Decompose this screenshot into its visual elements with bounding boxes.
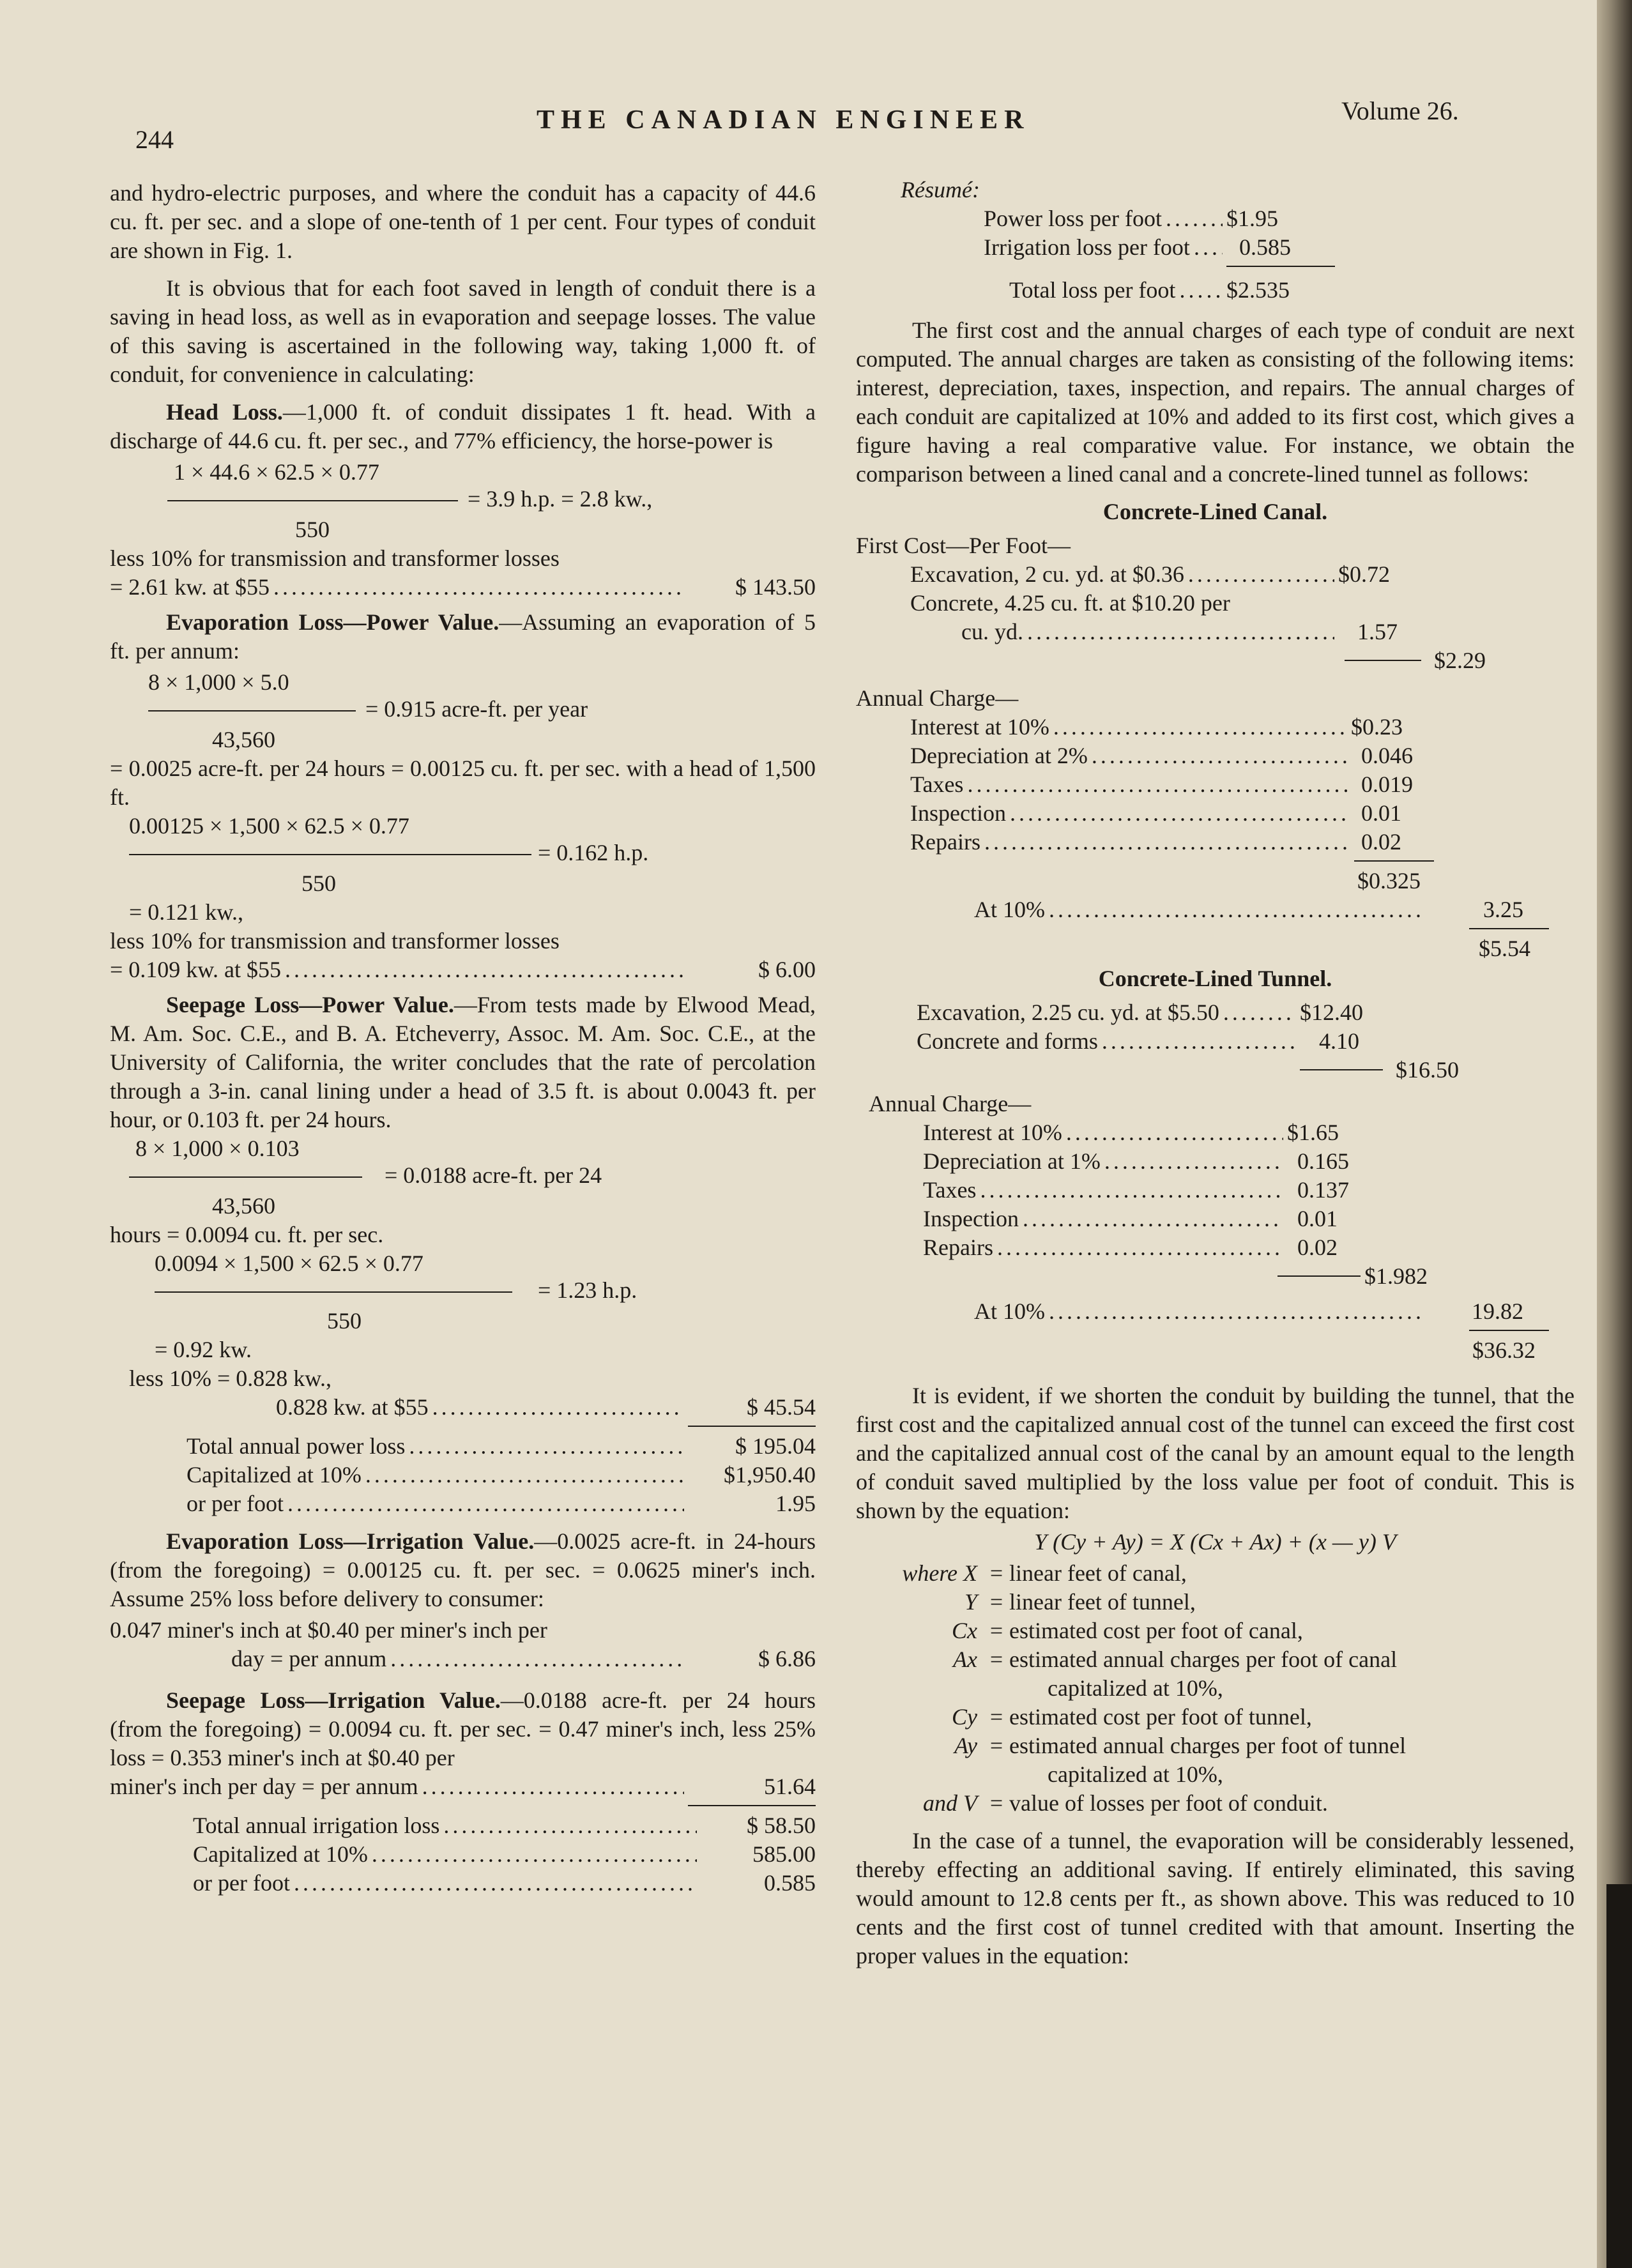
- text-line: less 10% for transmission and transformer losses: [110, 928, 560, 954]
- first-cost-total: $2.29: [1434, 648, 1486, 673]
- leader-dots: [294, 1869, 697, 1898]
- rule: [1469, 928, 1549, 929]
- definition-text: estimated cost per foot of tunnel,: [1009, 1704, 1312, 1730]
- line-label: Power loss per foot: [984, 206, 1162, 231]
- fraction-denominator: 550: [301, 871, 336, 896]
- fraction-result: = 3.9 h.p. = 2.8 kw.,: [468, 486, 653, 512]
- paragraph: It is obvious that for each foot saved in length of conduit there is a saving in head loss, as well as in evaporation and seepage losses. The value of this saving is ascertained in the following way, taking 1,000 ft. of conduit, for convenience in calculating:: [110, 275, 816, 387]
- line-amount: $2.535: [1226, 277, 1290, 303]
- line-label: Total annual irrigation loss: [193, 1813, 440, 1838]
- leader-dots: [1102, 1027, 1296, 1056]
- paragraph-text: —Assuming an evaporation of 5 ft. per annum:: [110, 609, 816, 664]
- fraction-numerator: 1 × 44.6 × 62.5 × 0.77: [174, 459, 379, 485]
- text-line: = 0.92 kw.: [155, 1337, 252, 1362]
- line-label: = 2.61 kw. at $55: [110, 574, 270, 600]
- charge-row: [910, 770, 1434, 799]
- head-loss-paragraph: [110, 398, 816, 455]
- leader-dots: [1049, 895, 1424, 924]
- definition-symbol: where X: [902, 1560, 977, 1586]
- paragraph: It is evident, if we shorten the conduit by building the tunnel, that the first cost and the capitalized annual cost of the tunnel can exceed the first cost and the capitalized annual cost of the canal by an amount equal to the length of conduit saved multiplied by the loss value per foot of conduit. This is shown by the equation:: [856, 1383, 1575, 1523]
- leader-dots: [1166, 204, 1223, 233]
- line-amount: $12.40: [1300, 1000, 1363, 1025]
- line-amount: 51.64: [764, 1774, 816, 1799]
- line-amount: 4.10: [1319, 1028, 1359, 1054]
- definition-symbol: [856, 1674, 984, 1703]
- amount-line: [910, 618, 1434, 646]
- rule: [1277, 1275, 1361, 1277]
- charge-label: Inspection: [923, 1206, 1019, 1231]
- first-cost-total-row: [910, 646, 1575, 675]
- fraction-result: = 0.162 h.p.: [538, 840, 649, 865]
- tunnel-annual-total: $1.982: [1364, 1263, 1428, 1289]
- charge-row: [923, 1147, 1370, 1176]
- definition-text: linear feet of tunnel,: [1009, 1589, 1196, 1615]
- text-line: = 0.121 kw.,: [129, 899, 243, 925]
- leader-dots: [409, 1432, 684, 1461]
- equals-sign: =: [989, 1618, 1003, 1643]
- amount-line: [1009, 276, 1322, 305]
- definition-symbol: Cy: [952, 1704, 977, 1730]
- tunnel-grand-total: $36.32: [1472, 1337, 1536, 1363]
- amount-line: [917, 998, 1396, 1027]
- definition-text: estimated annual charges per foot of canal: [1009, 1647, 1398, 1672]
- binding-shadow: [1606, 1884, 1632, 2268]
- leader-dots: [984, 828, 1347, 856]
- tunnel-annual-charges: [923, 1118, 1370, 1262]
- charge-label: Repairs: [910, 829, 980, 855]
- line-label: At 10%: [974, 1298, 1045, 1324]
- definition-text: value of losses per foot of conduit.: [1009, 1790, 1328, 1816]
- line-label: Total annual power loss: [187, 1433, 406, 1459]
- line-label: or per foot: [193, 1870, 290, 1896]
- paragraph-text: —0.0188 acre-ft. per 24 hours (from the foregoing) = 0.0094 cu. ft. per sec. = 0.47 miner's inch, less 25% loss = 0.353 miner's inch at $0.40 per: [110, 1687, 816, 1770]
- charge-amount: 0.165: [1297, 1148, 1349, 1174]
- equals-sign: =: [989, 1647, 1003, 1672]
- charge-label: Taxes: [910, 772, 964, 797]
- leader-dots: [1066, 1118, 1283, 1147]
- charge-label: Depreciation at 2%: [910, 743, 1088, 768]
- leader-dots: [432, 1393, 684, 1422]
- line-label: Total loss per foot: [1009, 277, 1176, 303]
- line-label: Capitalized at 10%: [193, 1841, 368, 1867]
- line-label: Irrigation loss per foot: [984, 234, 1190, 260]
- canal-grand-total: $5.54: [1479, 936, 1530, 961]
- charge-label: Interest at 10%: [923, 1120, 1062, 1145]
- amount-line: [110, 573, 816, 602]
- volume-label: Volume 26.: [1341, 96, 1459, 125]
- line-amount: 1.57: [1357, 619, 1398, 644]
- fraction-evaporation: [110, 668, 816, 754]
- irrigation-totals: [193, 1811, 816, 1898]
- definition-row: [856, 1617, 1575, 1645]
- leader-dots: [422, 1772, 684, 1801]
- leader-dots: [967, 770, 1347, 799]
- definition-row: [856, 1559, 1575, 1588]
- definition-text: capitalized at 10%,: [1048, 1675, 1223, 1701]
- amount-line: [187, 1461, 816, 1489]
- variable-definitions: [856, 1559, 1575, 1818]
- running-header: [0, 96, 1597, 153]
- equals-sign: =: [989, 1560, 1003, 1586]
- line-amount: 3.25: [1483, 897, 1523, 922]
- definition-row: [856, 1760, 1575, 1789]
- canal-annual-total: $0.325: [1357, 868, 1421, 894]
- canal-heading: Concrete-Lined Canal.: [1102, 499, 1328, 524]
- text-line: 0.047 miner's inch at $0.40 per miner's inch per: [110, 1617, 547, 1643]
- paragraph-text: —From tests made by Elwood Mead, M. Am. Soc. C.E., and B. A. Etcheverry, Assoc. M. Am. Soc. C.E., at the University of California, the writer concludes that the rate of percolation through a 3-in. canal lining under a head of 3.5 ft. is about 0.0043 ft. per hour, or 0.103 ft. per 24 hours.: [110, 992, 816, 1132]
- page-number: 244: [135, 125, 174, 154]
- line-label: day = per annum: [231, 1646, 387, 1671]
- paragraph-text: —1,000 ft. of conduit dissipates 1 ft. head. With a discharge of 44.6 cu. ft. per sec., and 77% efficiency, the horse-power is: [110, 399, 816, 453]
- equals-sign: =: [989, 1589, 1003, 1615]
- definition-symbol: Cx: [952, 1618, 977, 1643]
- rule: [1469, 1330, 1549, 1331]
- amount-line: [187, 1432, 816, 1461]
- fraction-denominator: 550: [327, 1308, 362, 1334]
- fraction-numerator: 8 × 1,000 × 5.0: [148, 669, 289, 695]
- line-amount: $1.95: [1226, 206, 1278, 231]
- leader-dots: [390, 1645, 684, 1673]
- line-amount: $0.72: [1338, 561, 1390, 587]
- leader-dots: [1010, 799, 1347, 828]
- fraction-result: = 0.915 acre-ft. per year: [365, 696, 588, 722]
- amount-line: [110, 955, 816, 984]
- definition-row: [856, 1645, 1575, 1674]
- line-amount: $1,950.40: [724, 1462, 816, 1488]
- charge-row: [923, 1176, 1370, 1205]
- charge-amount: 0.01: [1297, 1206, 1338, 1231]
- fraction-result: = 1.23 h.p.: [538, 1277, 637, 1303]
- tunnel-first-cost-total-row: [917, 1056, 1575, 1085]
- amount-line: [984, 233, 1322, 262]
- line-label: Capitalized at 10%: [187, 1462, 362, 1488]
- leader-dots: [285, 955, 684, 984]
- fraction-bar: [148, 710, 356, 712]
- seepage-irrigation-paragraph: [110, 1686, 816, 1772]
- resume-block: [984, 204, 1322, 305]
- paragraph: The first cost and the annual charges of each type of conduit are next computed. The annual charges are taken as consisting of the following items: interest, depreciation, taxes, inspection, and repairs. The annual charges of each conduit are capitalized at 10% and added to its first cost, which gives a figure having a real comparative value. For instance, we obtain the comparison between a lined canal and a concrete-lined tunnel as follows:: [856, 317, 1575, 487]
- line-amount: $ 143.50: [735, 574, 816, 600]
- resume-title: Résumé:: [901, 177, 980, 202]
- fraction-seepage-power: [110, 1249, 816, 1336]
- line-amount: 0.585: [764, 1870, 816, 1896]
- paragraph-text: —0.0025 acre-ft. in 24-hours (from the foregoing) = 0.00125 cu. ft. per sec. = 0.0625 miner's inch. Assume 25% loss before delivery to consumer:: [110, 1528, 816, 1611]
- leader-dots: [443, 1811, 697, 1840]
- canal-first-cost-label: First Cost—Per Foot—: [856, 533, 1071, 558]
- fraction-denominator: 43,560: [212, 727, 275, 752]
- amount-line: [276, 1393, 816, 1422]
- equals-sign: [984, 1674, 1009, 1703]
- leader-dots: [1223, 998, 1296, 1027]
- leader-dots: [980, 1176, 1283, 1205]
- fraction-denominator: 550: [295, 517, 330, 542]
- definition-text: estimated cost per foot of canal,: [1009, 1618, 1303, 1643]
- fraction-numerator: 0.00125 × 1,500 × 62.5 × 0.77: [129, 813, 409, 839]
- journal-title: THE CANADIAN ENGINEER: [537, 105, 1030, 135]
- amount-line: [984, 204, 1322, 233]
- definition-symbol: Ax: [953, 1647, 977, 1672]
- section-heading: Evaporation Loss—Irrigation Value.: [166, 1528, 535, 1554]
- charge-amount: 0.137: [1297, 1177, 1349, 1203]
- definition-row: [856, 1588, 1575, 1617]
- paragraph: and hydro-electric purposes, and where the conduit has a capacity of 44.6 cu. ft. per sec. and a slope of one-tenth of 1 per cent. Four types of conduit are shown in Fig. 1.: [110, 180, 816, 263]
- fraction-denominator: 43,560: [212, 1193, 275, 1219]
- line-label: Excavation, 2.25 cu. yd. at $5.50: [917, 1000, 1219, 1025]
- leader-dots: [273, 573, 684, 602]
- charge-row: [923, 1233, 1370, 1262]
- paragraph: = 0.0025 acre-ft. per 24 hours = 0.00125 cu. ft. per sec. with a head of 1,500 ft.: [110, 756, 816, 810]
- line-label: = 0.109 kw. at $55: [110, 957, 281, 982]
- line-amount: 19.82: [1472, 1298, 1523, 1324]
- line-label: or per foot: [187, 1491, 284, 1516]
- leader-dots: [1027, 618, 1334, 646]
- section-heading: Seepage Loss—Irrigation Value.: [166, 1687, 501, 1713]
- leader-dots: [1053, 713, 1347, 742]
- section-heading: Head Loss.: [166, 399, 283, 425]
- evaporation-irrigation-paragraph: [110, 1527, 816, 1613]
- leader-dots: [1194, 233, 1223, 262]
- line-label: miner's inch per day = per annum: [110, 1774, 418, 1799]
- definition-text: estimated annual charges per foot of tunnel: [1009, 1733, 1407, 1758]
- section-heading: Seepage Loss—Power Value.: [166, 992, 454, 1017]
- text-line: less 10% = 0.828 kw.,: [129, 1366, 332, 1391]
- equals-sign: [984, 1760, 1009, 1789]
- charge-label: Taxes: [923, 1177, 977, 1203]
- rule: [1345, 660, 1421, 661]
- text-line: hours = 0.0094 cu. ft. per sec.: [110, 1222, 384, 1247]
- charge-row: [923, 1205, 1370, 1233]
- charge-row: [910, 799, 1434, 828]
- definition-symbol: and V: [923, 1790, 977, 1816]
- charge-label: Interest at 10%: [910, 714, 1049, 740]
- tunnel-first-cost-total: $16.50: [1396, 1057, 1459, 1083]
- line-amount: $ 195.04: [735, 1433, 816, 1459]
- line-amount: $ 58.50: [747, 1813, 816, 1838]
- charge-amount: 0.046: [1361, 743, 1413, 768]
- fraction-bar: [167, 500, 458, 501]
- definition-symbol: Y: [964, 1589, 977, 1615]
- charge-amount: 0.01: [1361, 800, 1401, 826]
- line-amount: $ 6.00: [758, 957, 816, 982]
- line-amount: $ 6.86: [758, 1646, 816, 1671]
- definition-text: linear feet of canal,: [1009, 1560, 1187, 1586]
- leader-dots: [1104, 1147, 1283, 1176]
- tunnel-annual-label: Annual Charge—: [869, 1091, 1032, 1116]
- right-column: [856, 176, 1575, 1979]
- line-label: 0.828 kw. at $55: [276, 1394, 429, 1420]
- amount-line: [110, 1772, 816, 1801]
- charge-amount: $0.23: [1351, 714, 1403, 740]
- rule: [688, 1805, 816, 1806]
- definition-row: [856, 1674, 1575, 1703]
- leader-dots: [1049, 1297, 1424, 1326]
- charge-row: [910, 828, 1434, 856]
- fraction-evaporation-power: [110, 812, 816, 898]
- charge-amount: 0.02: [1297, 1235, 1338, 1260]
- charge-row: [910, 742, 1434, 770]
- amount-line: [974, 1297, 1523, 1326]
- fraction-head-loss: [110, 458, 816, 544]
- equals-sign: =: [989, 1733, 1003, 1758]
- leader-dots: [365, 1461, 684, 1489]
- paragraph: In the case of a tunnel, the evaporation will be considerably lessened, thereby effecting an additional saving. If entirely eliminated, this saving would amount to 12.8 cents per ft., as shown above. This was reduced to 10 cents and the first cost of tunnel credited with that amount. Inserting the proper values in the equation:: [856, 1828, 1575, 1968]
- tunnel-first-cost: [917, 998, 1575, 1085]
- definition-row: [856, 1789, 1575, 1818]
- line-amount: 0.585: [1239, 234, 1291, 260]
- section-heading: Evaporation Loss—Power Value.: [166, 609, 500, 635]
- leader-dots: [1023, 1205, 1283, 1233]
- charge-amount: 0.019: [1361, 772, 1413, 797]
- amount-line: [917, 1027, 1396, 1056]
- amount-line: [187, 1489, 816, 1518]
- leader-dots: [1188, 560, 1334, 589]
- definition-row: [856, 1731, 1575, 1760]
- amount-line: [974, 895, 1523, 924]
- line-amount: $ 45.54: [747, 1394, 816, 1420]
- fraction-bar: [129, 854, 531, 855]
- definition-symbol: [856, 1760, 984, 1789]
- leader-dots: [1179, 276, 1223, 305]
- fraction-bar: [129, 1176, 362, 1178]
- amount-line: [193, 1869, 816, 1898]
- definition-row: [856, 1703, 1575, 1731]
- amount-line: [193, 1840, 816, 1869]
- power-totals: [187, 1432, 816, 1518]
- fraction-result: = 0.0188 acre-ft. per 24: [385, 1162, 602, 1188]
- charge-label: Depreciation at 1%: [923, 1148, 1101, 1174]
- charge-amount: 0.02: [1361, 829, 1401, 855]
- fraction-numerator: 0.0094 × 1,500 × 62.5 × 0.77: [155, 1251, 423, 1276]
- tunnel-annual-total-row: [856, 1262, 1575, 1291]
- leader-dots: [997, 1233, 1283, 1262]
- left-column: [110, 179, 816, 1898]
- rule: [1354, 860, 1434, 862]
- canal-annual-label: Annual Charge—: [856, 685, 1019, 711]
- equation: Y (Cy + Ay) = X (Cx + Ax) + (x — y) V: [1034, 1529, 1396, 1555]
- definition-text: capitalized at 10%,: [1048, 1762, 1223, 1787]
- leader-dots: [287, 1489, 684, 1518]
- rule: [1226, 266, 1335, 267]
- line-label: Concrete and forms: [917, 1028, 1098, 1054]
- charge-amount: $1.65: [1287, 1120, 1339, 1145]
- seepage-paragraph: [110, 991, 816, 1134]
- leader-dots: [1092, 742, 1347, 770]
- line-amount: 585.00: [752, 1841, 816, 1867]
- evaporation-paragraph: [110, 608, 816, 666]
- canal-annual-charges: [910, 713, 1434, 856]
- line-label: At 10%: [974, 897, 1045, 922]
- canal-first-cost: [910, 560, 1575, 675]
- equals-sign: =: [989, 1704, 1003, 1730]
- definition-symbol: Ay: [954, 1733, 977, 1758]
- rule: [688, 1426, 816, 1427]
- amount-line: [910, 560, 1434, 589]
- leader-dots: [372, 1840, 697, 1869]
- fraction-bar: [155, 1291, 512, 1293]
- text-line: less 10% for transmission and transformer losses: [110, 545, 560, 571]
- text-line: Concrete, 4.25 cu. ft. at $10.20 per: [910, 590, 1230, 616]
- tunnel-heading: Concrete-Lined Tunnel.: [1098, 966, 1332, 991]
- line-label: cu. yd.: [961, 619, 1023, 644]
- amount-line: [193, 1811, 816, 1840]
- charge-label: Repairs: [923, 1235, 993, 1260]
- equals-sign: =: [989, 1790, 1003, 1816]
- line-amount: 1.95: [775, 1491, 816, 1516]
- line-label: Excavation, 2 cu. yd. at $0.36: [910, 561, 1184, 587]
- charge-row: [923, 1118, 1370, 1147]
- fraction-numerator: 8 × 1,000 × 0.103: [135, 1136, 300, 1161]
- fraction-seepage: [110, 1134, 816, 1221]
- charge-label: Inspection: [910, 800, 1006, 826]
- rule: [1300, 1069, 1383, 1070]
- charge-row: [910, 713, 1434, 742]
- amount-line: [231, 1645, 816, 1673]
